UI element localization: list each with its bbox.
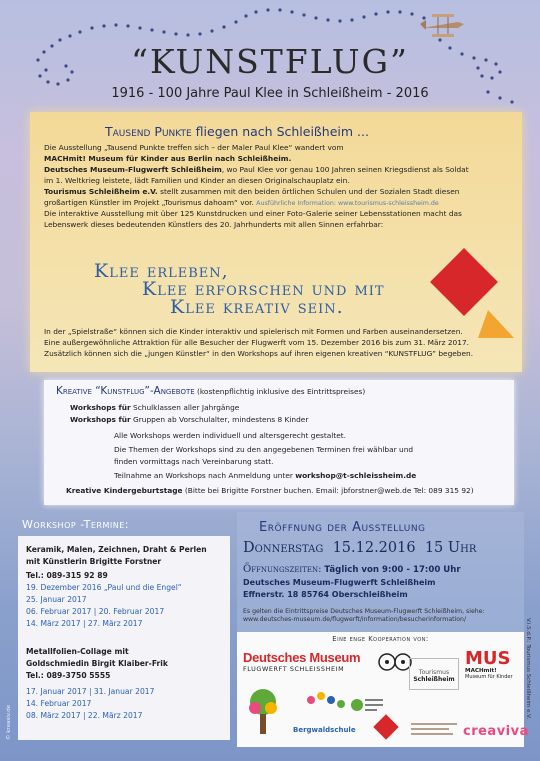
angebote-line: finden vormittags nach Vereinbarung statt. (114, 457, 274, 466)
termine-date: 08. März 2017 | 22. März 2017 (26, 711, 143, 720)
termine-date: 17. Januar 2017 | 31. Januar 2017 (26, 687, 155, 696)
eroeffnung-panel (237, 512, 524, 632)
intro-line: Die interaktive Ausstellung mit über 125 Kunstdrucken und einer Foto-Galerie seiner Lebensstationen macht das (44, 209, 462, 218)
intro-line: In der „Spielstraße“ können sich die Kinder interaktiv und spielerisch mit Formen und Farben auseinandersetzen. (44, 327, 463, 336)
credit-text: © kreasiv.de (6, 704, 12, 740)
termine-line: Goldschmiedin Birgit Klaiber-Frik (26, 659, 168, 668)
red-rhombus-logo (371, 712, 401, 742)
intro-panel (30, 112, 522, 372)
berglwaldschule-label: Bergwaldschule (293, 726, 356, 734)
termine-date: 19. Dezember 2016 „Paul und die Engel“ (26, 583, 182, 592)
workshop-email-link[interactable]: workshop@t-schleissheim.de (295, 471, 417, 480)
termine-date: 25. Januar 2017 (26, 595, 87, 604)
termine-line: Tel.: 089-3750 5555 (26, 671, 111, 680)
school-crest-icon (377, 648, 413, 676)
intro-line: Lebenswerk dieses bedeutenden Künstlers des 20. Jahrhunderts mit allen Sinnen erfahrbar: (44, 220, 384, 229)
intro-line: großartigen Künstler im Projekt „Tourismus dahoam“ vor. Ausführliche Information: www.tourismus-schleissheim.de (44, 198, 439, 207)
eroeffnung-link[interactable]: www.deutsches-museum.de/flugwerft/information/besucherinformation/ (243, 616, 467, 623)
eroeffnung-note: Es gelten die Eintrittspreise Deutsches Museum-Flugwerft Schleißheim, siehe: (243, 608, 485, 615)
klee-slogan-2: Klee erforschen und mit (142, 278, 385, 300)
deutsches-museum-logo: Deutsches Museum FLUGWERFT SCHLEISSHEIM (243, 650, 361, 673)
termine-panel (18, 536, 230, 740)
eroeffnung-venue: Deutsches Museum-Flugwerft Schleißheim (243, 578, 436, 587)
machmit-logo: MUS MACHmit! Museum für Kinder (465, 648, 513, 680)
klee-shapes-graphic (418, 248, 518, 338)
termine-line: Tel.: 089-315 92 89 (26, 571, 108, 580)
cooperation-label: Eine enge Kooperation von: (332, 635, 429, 643)
angebote-line: Alle Workshops werden individuell und altersgerecht gestaltet. (114, 431, 347, 440)
termine-date: 14. März 2017 | 27. März 2017 (26, 619, 143, 628)
eroeffnung-hours: Öffnungszeiten: Täglich von 9:00 - 17:00 Uhr (243, 564, 461, 575)
intro-line: Eine außergewöhnliche Attraktion für alle Besucher der Flugwerft vom 15. Dezember 2016 bis zum 31. März 2017. (44, 338, 470, 347)
termine-date: 06. Februar 2017 | 20. Februar 2017 (26, 607, 165, 616)
termine-line: mit Künstlerin Brigitte Forstner (26, 557, 162, 566)
tourismus-schleissheim-logo: Tourismus Schleißheim (409, 658, 459, 690)
info-link[interactable]: Ausführliche Information: www.tourismus-schleissheim.de (256, 200, 439, 207)
klee-slogan-1: Klee erleben, (94, 260, 229, 282)
intro-line: Zusätzlich können sich die „jungen Künstler“ in den Workshops auf ihren eigenen kreativen “KUNSTFLUG” begeben. (44, 349, 474, 358)
creaviva-logo: creaviva (463, 724, 529, 739)
intro-line: im 1. Weltkrieg leistete, lädt Familien und Kinder an diesen Originalschauplatz ein. (44, 176, 350, 185)
termine-date: 14. Februar 2017 (26, 699, 92, 708)
partner-logo (409, 718, 459, 740)
termine-heading: Workshop -Termine: (22, 518, 129, 531)
page-title: “KUNSTFLUG” (131, 42, 409, 81)
klee-slogan-3: Klee kreativ sein. (170, 296, 344, 318)
intro-line: Tourismus Schleißheim e.V. stellt zusammen mit den beiden örtlichen Schulen und der Sozialen Stadt diesen (44, 187, 460, 196)
page-subtitle: 1916 - 100 Jahre Paul Klee in Schleißheim - 2016 (111, 86, 429, 101)
angebote-line: Workshops für Gruppen ab Vorschulalter, mindestens 8 Kinder (70, 415, 309, 424)
imprint-text: V.i.S.d.P.: Tourismus Schleißheim e.V. (525, 618, 531, 720)
angebote-line: Kreative Kindergeburtstage (Bitte bei Brigitte Forstner buchen. Email: jbforstner@web.de Tel: 089 315 92) (66, 486, 474, 495)
angebote-line: Workshops für Schulklassen aller Jahrgänge (70, 403, 240, 412)
intro-line: Die Ausstellung „Tausend Punkte treffen sich – der Maler Paul Klee“ wandert vom (44, 143, 344, 152)
tree-kids-logo (243, 686, 283, 738)
intro-heading: Tausend Punkte fliegen nach Schleißheim ... (105, 124, 369, 139)
angebote-panel (44, 380, 514, 505)
intro-line: MACHmit! Museum für Kinder aus Berlin nach Schleißheim. (44, 154, 292, 163)
intro-line: Deutsches Museum-Flugwerft Schleißheim, wo Paul Klee vor genau 100 Jahren seinen Kriegsdienst als Soldat (44, 165, 469, 174)
eroeffnung-address: Effnerstr. 18 85764 Oberschleißheim (243, 590, 408, 599)
eroeffnung-heading: Eröffnung der Ausstellung (259, 520, 426, 535)
termine-line: Metallfolien-Collage mit (26, 647, 129, 656)
eroeffnung-date: Donnerstag 15.12.2016 15 Uhr (243, 540, 477, 556)
angebote-line: Die Themen der Workshops sind zu den angegebenen Terminen frei wählbar und (114, 445, 414, 454)
termine-line: Keramik, Malen, Zeichnen, Draht & Perlen (26, 545, 207, 554)
angebote-heading: Kreative “Kunstflug”-Angebote (kostenpflichtig inklusive des Eintrittspreises) (56, 385, 366, 397)
airplane-icon (418, 8, 468, 44)
angebote-line: Teilnahme an Workshops nach Anmeldung unter workshop@t-schleissheim.de (114, 471, 417, 480)
